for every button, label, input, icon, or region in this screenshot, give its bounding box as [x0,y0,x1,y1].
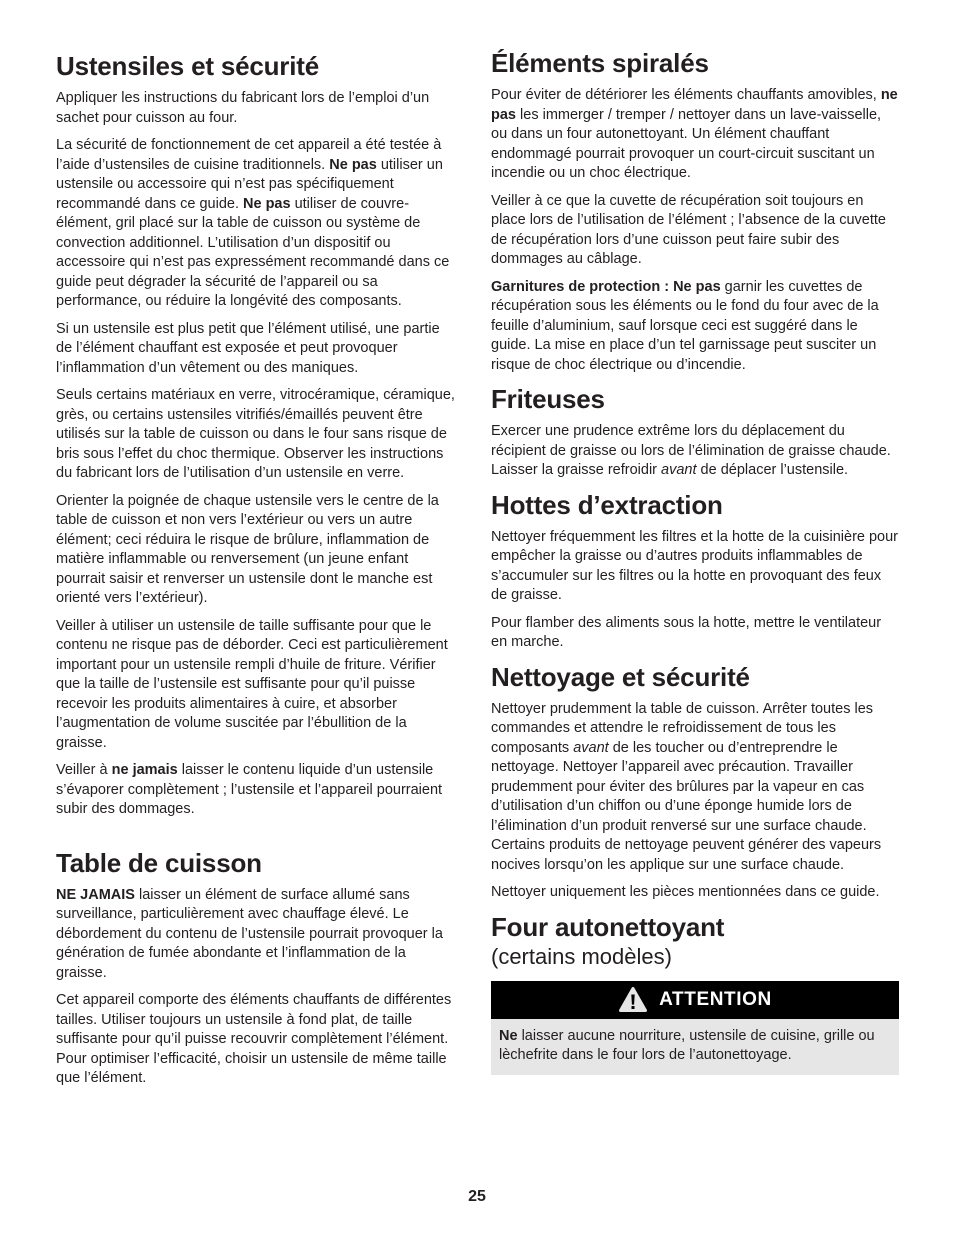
section-friteuses [491,383,900,481]
text-run: Nettoyer uniquement les pièces mentionnées dans ce guide. [491,884,880,900]
text-run: garnir les cuvettes de récupération sous les éléments ou le fond du four avec de la feuille d’aluminium, sauf lorsque ceci est suggéré dans le guide. La mise en place d’un tel garnissage peut susciter un risque de choc électrique ou d’incendie. [491,278,879,373]
paragraph [491,192,900,270]
bold-text-run: Ne pas [243,195,291,212]
section-body [491,528,900,653]
heading-friteuses: Friteuses [491,384,605,414]
bold-text-run: ne pas [491,87,898,123]
section-ustensiles-securite [56,50,457,820]
text-run: laisser un élément de surface allumé sans surveillance, particulièrement avec chauffage élevé. Le débordement du contenu de l’ustensile pourrait provoquer la génération de fumée abondante et l’inflammation de la graisse. [56,886,443,981]
paragraph [491,422,900,481]
text-run: La sécurité de fonctionnement de cet appareil a été testée à l’aide d’ustensiles de cuisine traditionnels. [56,137,442,173]
section-body [491,700,900,903]
section-body [56,886,457,1089]
text-run: de déplacer l’ustensile. [696,462,849,478]
section-body [491,422,900,481]
italic-text-run: avant [573,739,609,756]
text-run: Si un ustensile est plus petit que l’élément utilisé, une partie de l’élément chauffant est exposée et peut provoquer l’inflammation d’un vêtement ou des maniques. [56,320,440,376]
text-run: Pour flamber des aliments sous la hotte, mettre le ventilateur en marche. [491,614,882,650]
heading-table-de-cuisson: Table de cuisson [56,847,262,878]
section-elements-spirales [491,47,900,375]
text-run: utiliser de couvre-élément, gril placé sur la table de cuisson ou système de convection additionnel. L’utilisation d’un dispositif ou accessoire qui n’est pas expressément recommandé dans ce guide peut dégrader la sécurité de l’appareil ou sa performance, ou réduire la longévité des composants. [56,195,450,309]
paragraph [56,320,457,379]
text-run: utiliser un ustensile ou accessoire qui n’est pas spécifiquement recommandé dans ce guide. [56,156,443,212]
paragraph [56,761,457,820]
text-run: laisser aucune nourriture, ustensile de cuisine, grille ou lèchefrite dans le four lors de l’autonettoyage. [499,1027,875,1063]
paragraph [56,386,457,484]
text-run: Pour éviter de détériorer les éléments chauffants amovibles, [491,87,881,103]
paragraph [491,883,900,903]
paragraph [56,991,457,1089]
text-run: Seuls certains matériaux en verre, vitrocéramique, céramique, grès, ou certains ustensiles vitrifiés/émaillés peuvent être utilisés sur la table de cuisson ou dans le four sans risque de bris sous l’effet du choc thermique. Observer les instructions du fabricant lors de l’utilisation d’un ustensile en verre. [56,387,455,481]
attention-label: ATTENTION [659,988,772,1010]
heading-four-autonettoyant: Four autonettoyant [491,911,725,942]
paragraph [491,86,900,184]
section-body [491,86,900,375]
paragraph [491,278,900,376]
text-run: Exercer une prudence extrême lors du déplacement du récipient de graisse ou lors de l’élimination de graisse chaude. Laisser la graisse refroidir [491,423,891,478]
text-run: Nettoyer fréquemment les filtres et la hotte de la cuisinière pour empêcher la graisse ou d’autres produits inflammables de s’accumuler sur les filtres ou la hotte en provoquant des feux de graisse. [491,528,899,603]
paragraph [56,89,457,128]
paragraph [56,492,457,609]
bold-text-run: Ne pas [329,156,377,173]
text-run: Cet appareil comporte des éléments chauffants de différentes tailles. Utiliser toujours un ustensile à fond plat, de taille suffisante pour qu’il puisse recouvrir complètement l’élément. Pour optimiser l’efficacité, choisir un ustensile de même taille que l’élément. [56,992,452,1086]
section-hottes-extraction [491,489,900,653]
section-nettoyage-securite [491,661,900,903]
text-run: laisser le contenu liquide d’un ustensile s’évaporer complètement ; l’ustensile et l’appareil pourraient subir des dommages. [56,762,443,817]
text-run: Veiller à ce que la cuvette de récupération soit toujours en place lors de l’utilisation de l’élément ; l’absence de la cuvette de récupération lors d’une cuisson peut faire subir des dommages au câblage. [491,192,886,267]
text-run: Appliquer les instructions du fabricant lors de l’emploi d’un sachet pour cuisson au four. [56,90,430,126]
paragraph [56,886,457,984]
text-run: les immerger / tremper / nettoyer dans un lave-vaisselle, ou dans un four autonettoyant. Un élément chauffant endommagé pourrait provoquer un court-circuit suscitant un incendie ou un choc électrique. [491,106,882,181]
bold-text-run: Ne [499,1027,518,1044]
subheading-certains-modeles: (certains modèles) [491,943,672,969]
heading-nettoyage-securite: Nettoyage et sécurité [491,661,750,692]
heading-hottes-extraction: Hottes d’extraction [491,489,723,520]
attention-header [491,981,899,1019]
section-table-de-cuisson [56,847,457,1089]
text-run: Veiller à utiliser un ustensile de taille suffisante pour que le contenu ne risque pas de déborder. Ceci est particulièrement important pour un ustensile rempli d’huile de friture. Vérifier que la taille de l’ustensile est suffisante pour qu’il puisse recevoir les produits alimentaires à cuire, et absorber l’augmentation de volume suscitée par l’ébullition de la graisse. [56,617,448,751]
section-body [56,89,457,820]
right-column [491,0,900,1075]
left-column [56,0,457,1097]
attention-box [491,981,899,1075]
warning-triangle-icon [618,986,648,1013]
paragraph [56,136,457,312]
paragraph [491,528,900,606]
text-run: Veiller à [56,762,112,778]
text-run: Orienter la poignée de chaque ustensile vers le centre de la table de cuisson et non vers l’extérieur ou vers un autre élément; ceci réduira le risque de brûlure, inflammation de matière inflammable ou renversement (un jeune enfant pourrait saisir et renverser un ustensile dont le manche est orienté vers l’extérieur). [56,492,439,606]
paragraph [491,614,900,653]
bold-text-run: NE JAMAIS [56,886,135,903]
heading-ustensiles-securite: Ustensiles et sécurité [56,51,319,81]
paragraph [56,617,457,754]
text-run: Nettoyer prudemment la table de cuisson. Arrêter toutes les commandes et attendre le refroidissement de tous les composants [491,700,874,756]
heading-elements-spirales: Éléments spiralés [491,48,709,78]
bold-text-run: Garnitures de protection : Ne pas [491,278,721,295]
bold-text-run: ne jamais [111,762,178,778]
page-number: 25 [468,1188,486,1205]
italic-text-run: avant [661,462,697,478]
attention-body [491,1019,899,1075]
text-run: de les toucher ou d’entreprendre le nettoyage. Nettoyer l’appareil avec précaution. Travailler prudemment pour éviter des brûlures par la vapeur en cas d’utilisation d’un chiffon ou d’une éponge humide lors de l’élimination d’un produit renversé sur une surface chaude. Certains produits de nettoyage peuvent générer des vapeurs nocives lorsqu’on les applique sur une surface chaude. [491,739,882,873]
section-four-autonettoyant [491,911,900,1075]
paragraph [491,700,900,876]
